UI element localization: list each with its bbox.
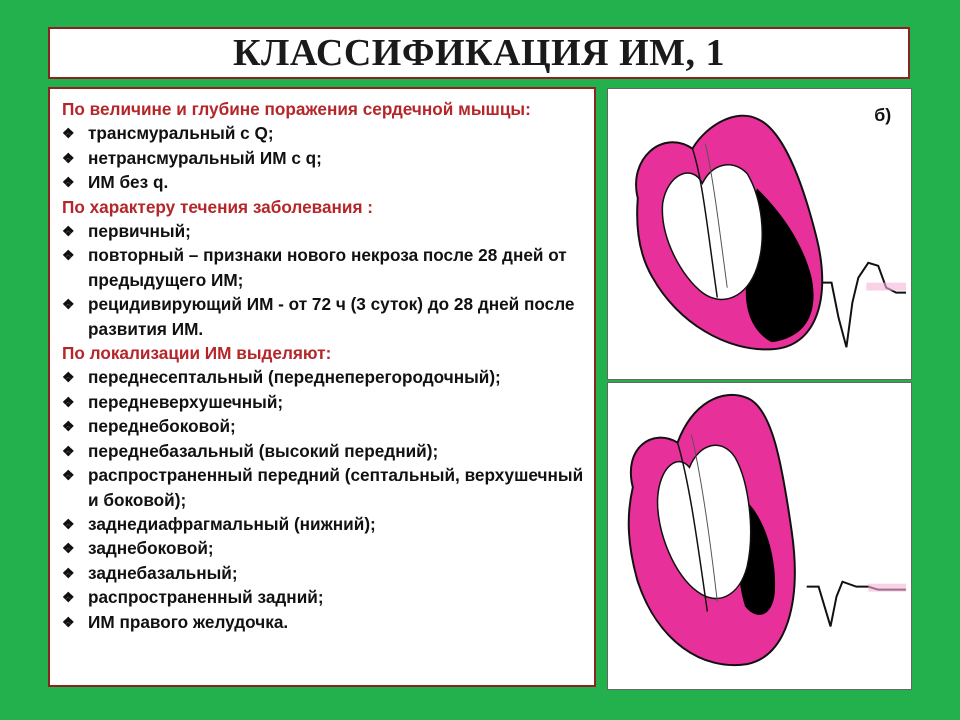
section-heading: По величине и глубине поражения сердечной мышцы:	[62, 99, 531, 119]
list-item-text: заднебазальный;	[88, 562, 238, 583]
list-item-text: распространенный задний;	[88, 587, 324, 608]
list-item	[62, 585, 584, 609]
heart-diagram-top	[608, 89, 911, 379]
ecg-trace	[822, 263, 906, 347]
list-item-text: переднебазальный (высокий передний);	[88, 440, 439, 461]
diamond-bullet-icon: ❖	[62, 369, 75, 386]
list-item	[62, 414, 584, 438]
heart-diagram-bottom	[608, 383, 911, 689]
list-item	[62, 536, 584, 560]
list-item-text: передневерхушечный;	[88, 391, 284, 412]
list-item	[62, 243, 584, 292]
section-depth	[62, 97, 584, 195]
title-banner	[48, 27, 910, 79]
list-item-text: заднедиафрагмальный (нижний);	[88, 513, 376, 534]
diamond-bullet-icon: ❖	[62, 393, 75, 410]
list-item	[62, 365, 584, 389]
list-item	[62, 292, 584, 341]
list-item-text: ИМ без q.	[88, 172, 169, 193]
diamond-bullet-icon: ❖	[62, 149, 75, 166]
list-item-text: распространенный передний (септальный, верхушечный и боковой);	[88, 465, 584, 510]
diamond-bullet-icon: ❖	[62, 418, 75, 435]
diamond-bullet-icon: ❖	[62, 223, 75, 240]
list-item-text: переднебоковой;	[88, 416, 236, 437]
list-item	[62, 219, 584, 243]
list-item-text: первичный;	[88, 221, 191, 242]
section-location	[62, 341, 584, 634]
section-heading: По характеру течения заболевания :	[62, 196, 374, 217]
list-item	[62, 390, 584, 414]
figure-nontransmural-infarct	[607, 382, 912, 690]
list-item	[62, 121, 584, 145]
figure-transmural-infarct	[607, 88, 912, 380]
list-item-text: нетрансмуральный ИМ с q;	[88, 147, 322, 168]
section-course	[62, 195, 584, 341]
list-item	[62, 610, 584, 634]
list-item	[62, 463, 584, 512]
list-item	[62, 561, 584, 585]
list-item	[62, 146, 584, 170]
diamond-bullet-icon: ❖	[62, 247, 75, 264]
diamond-bullet-icon: ❖	[62, 564, 75, 581]
figure-label: б)	[874, 104, 892, 125]
list-item-text: заднебоковой;	[88, 538, 214, 559]
list-item	[62, 439, 584, 463]
diamond-bullet-icon: ❖	[62, 515, 75, 532]
list-item-text: повторный – признаки нового некроза после 28 дней от предыдущего ИМ;	[88, 245, 567, 290]
list-item-text: трансмуральный с Q;	[88, 123, 274, 144]
section-heading: По локализации ИМ выделяют:	[62, 343, 332, 364]
diamond-bullet-icon: ❖	[62, 296, 75, 313]
diamond-bullet-icon: ❖	[62, 174, 75, 191]
list-item-text: переднесептальный (переднеперегородочный);	[88, 367, 501, 388]
diamond-bullet-icon: ❖	[62, 589, 75, 606]
list-item	[62, 512, 584, 536]
diamond-bullet-icon: ❖	[62, 442, 75, 459]
diamond-bullet-icon: ❖	[62, 613, 75, 630]
list-item-text: ИМ правого желудочка.	[88, 611, 289, 632]
list-item-text: рецидивирующий ИМ - от 72 ч (3 суток) до 28 дней после развития ИМ.	[88, 294, 575, 339]
diamond-bullet-icon: ❖	[62, 125, 75, 142]
page-title: КЛАССИФИКАЦИЯ ИМ, 1	[232, 32, 726, 74]
classification-text-panel	[48, 87, 596, 687]
diamond-bullet-icon: ❖	[62, 467, 75, 484]
diamond-bullet-icon: ❖	[62, 540, 75, 557]
list-item	[62, 170, 584, 194]
